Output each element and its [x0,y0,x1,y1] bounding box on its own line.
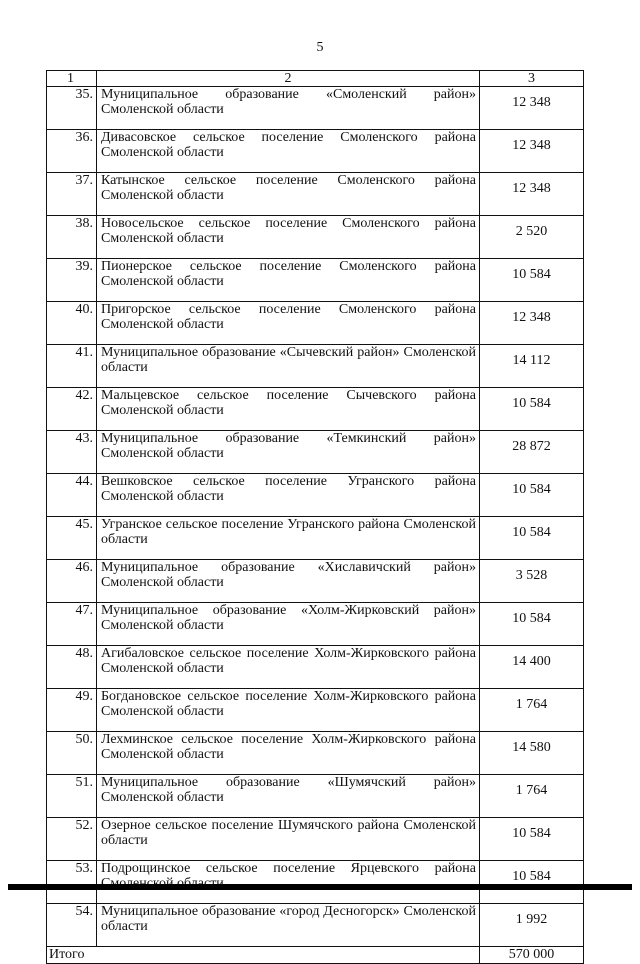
footer-rule [8,884,632,890]
table-row [47,388,584,431]
table-header-row [47,71,584,87]
total-label: Итого [47,947,480,964]
table-row [47,130,584,173]
allocation-value: 14 400 [480,646,584,689]
table-row [47,474,584,517]
row-number: 54. [47,904,97,947]
allocation-value: 10 584 [480,474,584,517]
municipality-name: Дивасовское сельское поселение Смоленского района Смоленской области [97,130,480,173]
table-row [47,216,584,259]
row-number: 42. [47,388,97,431]
table-body [47,71,584,964]
municipality-name: Муниципальное образование «Холм-Жирковский район» Смоленской области [97,603,480,646]
municipality-name: Муниципальное образование «Хиславичский район» Смоленской области [97,560,480,603]
allocation-value: 10 584 [480,818,584,861]
municipality-name: Лехминское сельское поселение Холм-Жирковского района Смоленской области [97,732,480,775]
column-header-name: 2 [97,71,480,87]
allocation-value: 1 764 [480,689,584,732]
table-row [47,732,584,775]
allocation-value: 1 764 [480,775,584,818]
allocation-value: 12 348 [480,87,584,130]
allocation-table [46,70,584,964]
row-number: 50. [47,732,97,775]
table-row [47,560,584,603]
column-header-number: 1 [47,71,97,87]
table-row [47,345,584,388]
municipality-name: Пригорское сельское поселение Смоленского района Смоленской области [97,302,480,345]
column-header-value: 3 [480,71,584,87]
table-row [47,646,584,689]
table-row [47,818,584,861]
row-number: 48. [47,646,97,689]
municipality-name: Муниципальное образование «Темкинский район» Смоленской области [97,431,480,474]
allocation-value: 14 112 [480,345,584,388]
allocation-value: 10 584 [480,517,584,560]
row-number: 39. [47,259,97,302]
municipality-name: Озерное сельское поселение Шумячского района Смоленской области [97,818,480,861]
municipality-name: Богдановское сельское поселение Холм-Жирковского района Смоленской области [97,689,480,732]
row-number: 46. [47,560,97,603]
row-number: 35. [47,87,97,130]
table-row [47,87,584,130]
municipality-name: Угранское сельское поселение Угранского района Смоленской области [97,517,480,560]
allocation-value: 10 584 [480,259,584,302]
allocation-value: 14 580 [480,732,584,775]
municipality-name: Подрощинское сельское поселение Ярцевского района [97,861,480,904]
municipality-name: Пионерское сельское поселение Смоленского района Смоленской области [97,259,480,302]
table-row [47,173,584,216]
table-row [47,603,584,646]
municipality-name: Катынское сельское поселение Смоленского района Смоленской области [97,173,480,216]
table-row [47,861,584,904]
row-number: 36. [47,130,97,173]
table-row [47,259,584,302]
table-row [47,689,584,732]
row-number: 51. [47,775,97,818]
row-number: 40. [47,302,97,345]
allocation-value: 12 348 [480,173,584,216]
allocation-value: 1 992 [480,904,584,947]
allocation-value: 2 520 [480,216,584,259]
row-number: 53. [47,861,97,904]
allocation-value: 10 584 [480,861,584,904]
total-value: 570 000 [480,947,584,964]
row-number: 37. [47,173,97,216]
table-row [47,302,584,345]
allocation-value: 10 584 [480,388,584,431]
row-number: 43. [47,431,97,474]
page-number: 5 [316,40,324,55]
allocation-value: 28 872 [480,431,584,474]
allocation-value: 3 528 [480,560,584,603]
row-number: 52. [47,818,97,861]
allocation-value: 12 348 [480,130,584,173]
table-row [47,904,584,947]
row-number: 49. [47,689,97,732]
municipality-name: Муниципальное образование «Смоленский район» Смоленской области [97,87,480,130]
row-number: 38. [47,216,97,259]
allocation-value: 12 348 [480,302,584,345]
municipality-name: Муниципальное образование «Шумячский район» Смоленской области [97,775,480,818]
municipality-name: Муниципальное образование «Сычевский район» Смоленской области [97,345,480,388]
row-number: 41. [47,345,97,388]
table-row [47,517,584,560]
municipality-name: Мальцевское сельское поселение Сычевского района Смоленской области [97,388,480,431]
table-row [47,775,584,818]
row-number: 44. [47,474,97,517]
table-row [47,431,584,474]
allocation-value: 10 584 [480,603,584,646]
row-number: 45. [47,517,97,560]
municipality-name: Вешковское сельское поселение Угранского района Смоленской области [97,474,480,517]
municipality-name: Агибаловское сельское поселение Холм-Жирковского района Смоленской области [97,646,480,689]
total-row [47,947,584,964]
row-number: 47. [47,603,97,646]
municipality-name: Муниципальное образование «город Десногорск» Смоленской области [97,904,480,947]
municipality-name: Новосельское сельское поселение Смоленского района Смоленской области [97,216,480,259]
